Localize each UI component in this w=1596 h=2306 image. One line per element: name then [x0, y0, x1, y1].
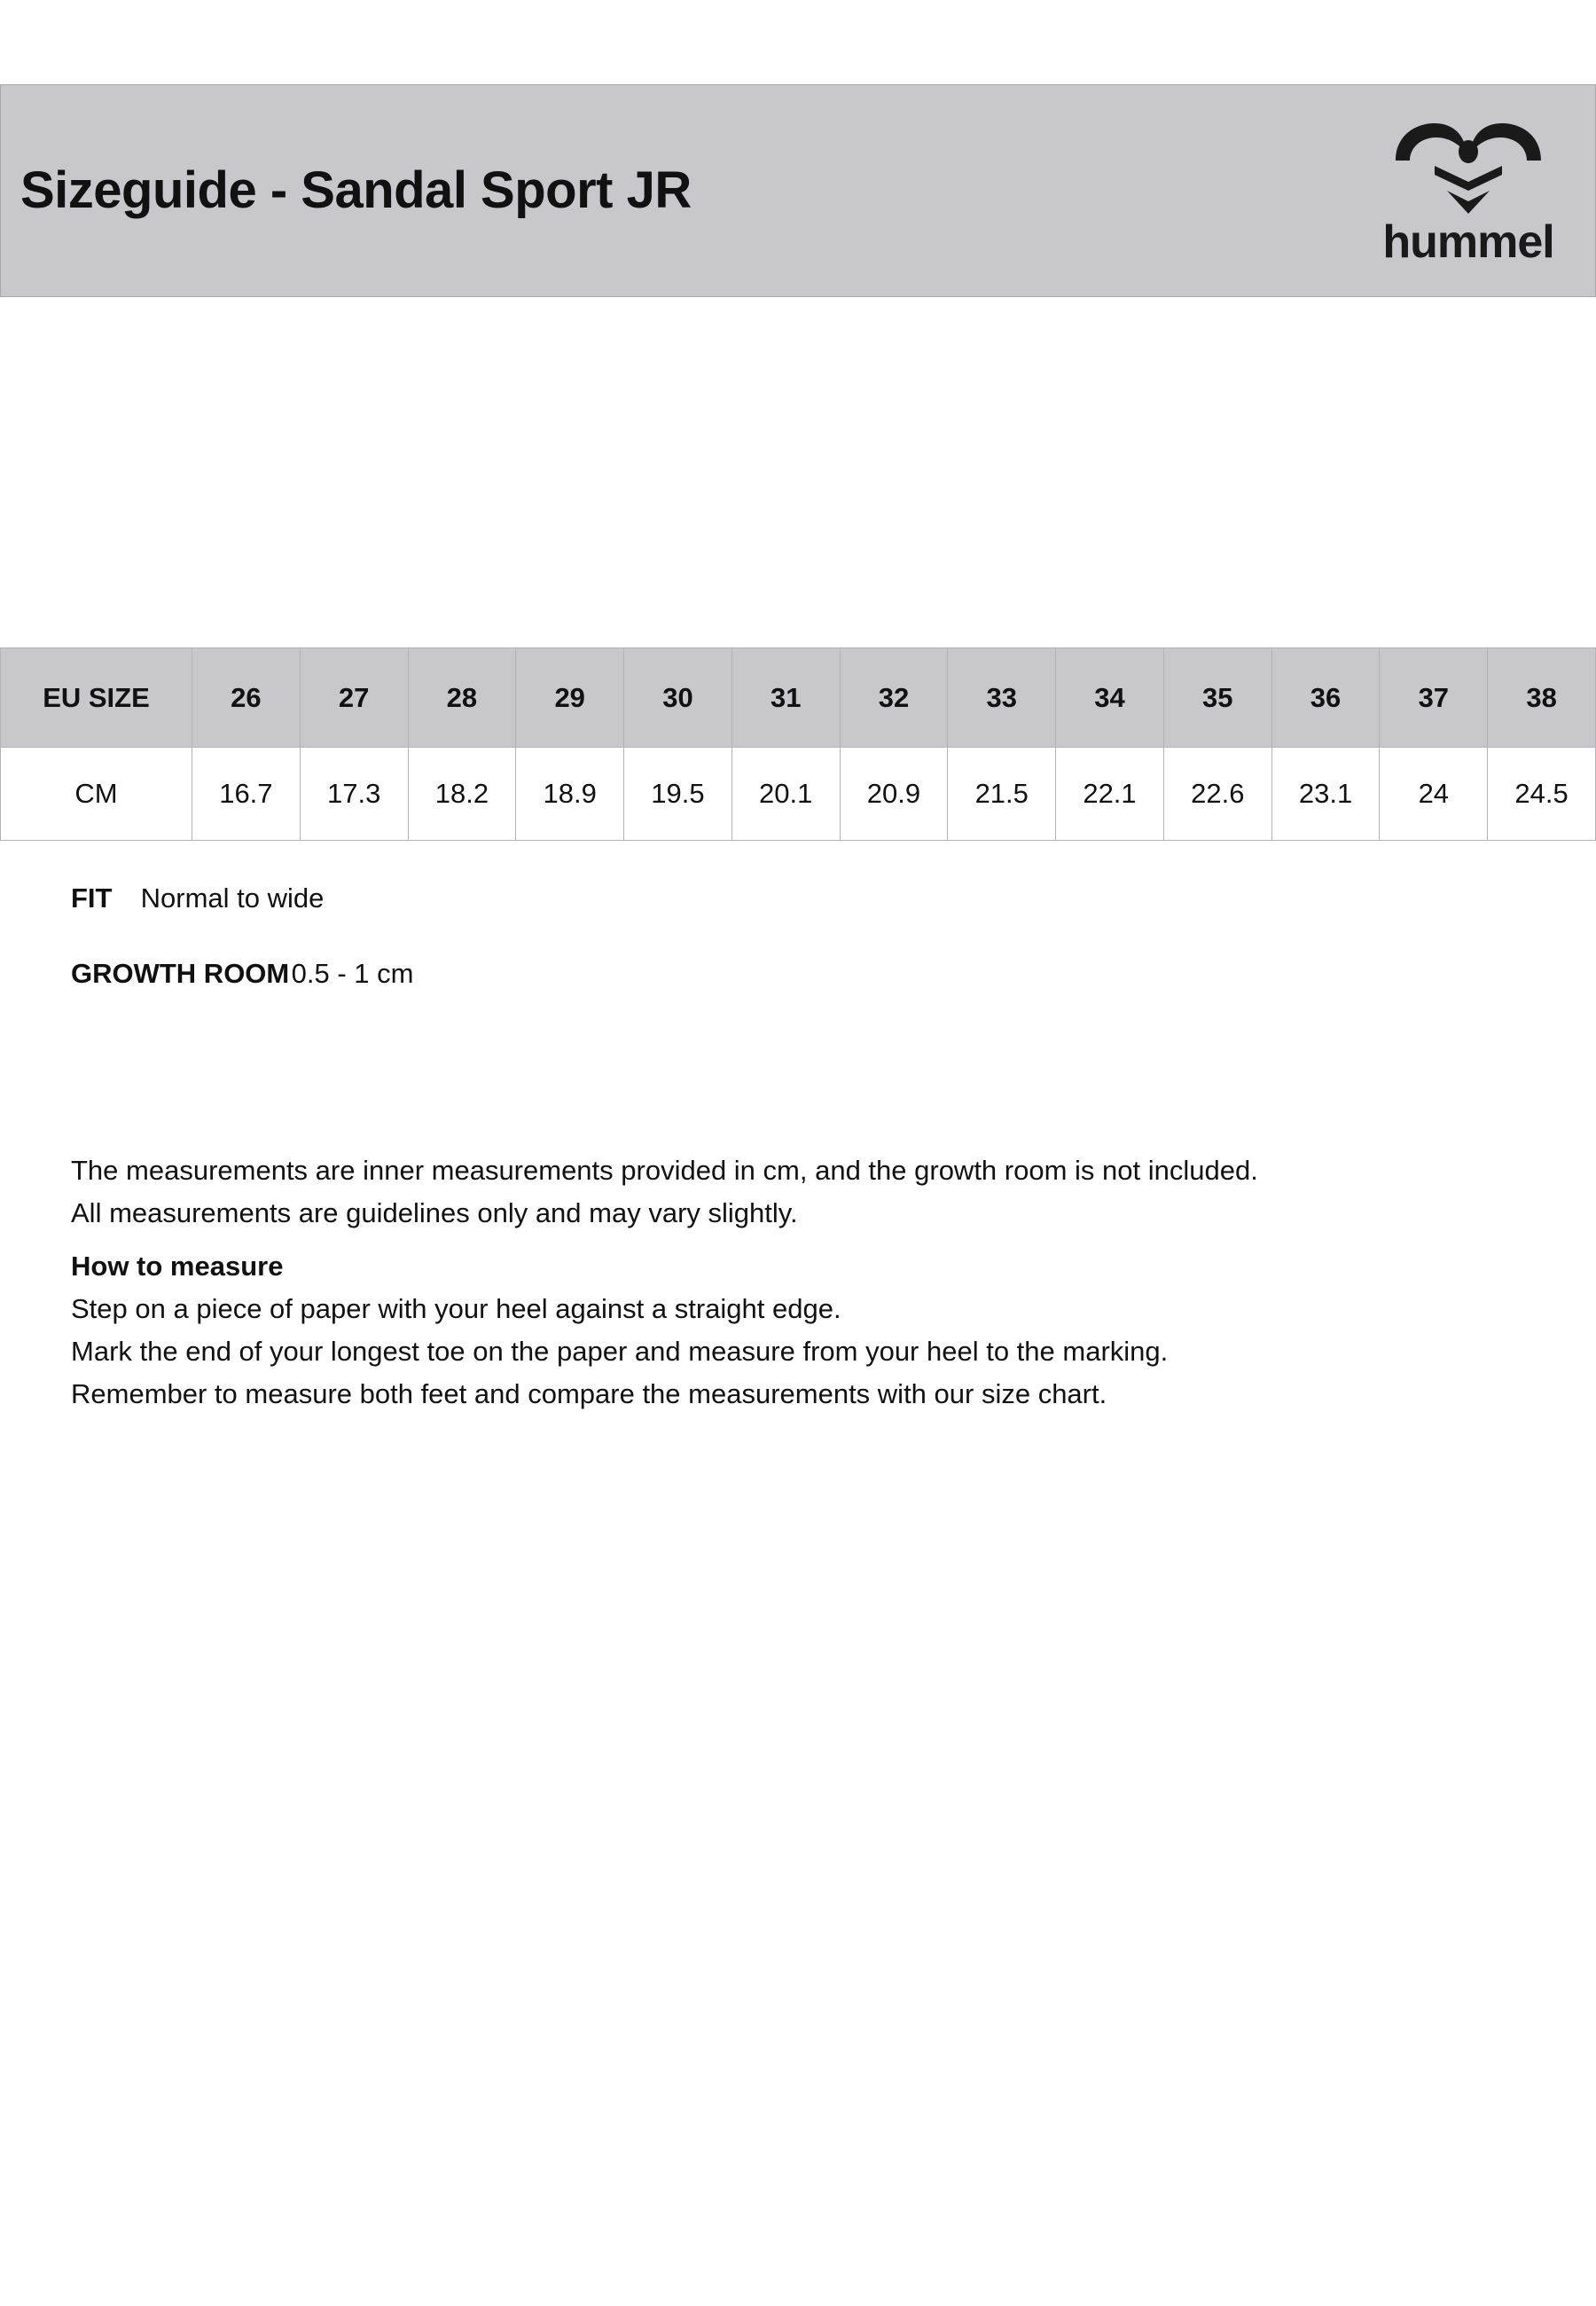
growth-room-value: 0.5 - 1 cm — [291, 958, 414, 989]
row-header-cm: CM — [1, 748, 192, 841]
cm-cell: 23.1 — [1271, 748, 1380, 841]
cm-cell: 22.1 — [1056, 748, 1164, 841]
eu-size-cell: 30 — [624, 648, 732, 748]
eu-size-cell: 28 — [408, 648, 516, 748]
size-table — [0, 647, 1596, 841]
growth-room-label: GROWTH ROOM — [71, 958, 290, 989]
cm-cell: 19.5 — [624, 748, 732, 841]
eu-size-cell: 37 — [1380, 648, 1488, 748]
cm-row — [1, 748, 1596, 841]
cm-cell: 18.2 — [408, 748, 516, 841]
row-header-eu-size: EU SIZE — [1, 648, 192, 748]
logo-wordmark: hummel — [1382, 216, 1554, 268]
cm-cell: 21.5 — [948, 748, 1056, 841]
cm-cell: 22.6 — [1163, 748, 1271, 841]
note-line: All measurements are guidelines only and may vary slightly. — [71, 1197, 798, 1228]
fit-value: Normal to wide — [140, 882, 325, 914]
note-line: The measurements are inner measurements provided in cm, and the growth room is not included. — [71, 1155, 1258, 1186]
eu-size-cell: 29 — [516, 648, 624, 748]
cm-cell: 24 — [1380, 748, 1488, 841]
how-to-step: Mark the end of your longest toe on the paper and measure from your heel to the marking. — [71, 1336, 1169, 1367]
how-to-step: Step on a piece of paper with your heel against a straight edge. — [71, 1293, 841, 1324]
eu-size-row — [1, 648, 1596, 748]
hummel-logo — [1380, 116, 1557, 269]
eu-size-cell: 35 — [1163, 648, 1271, 748]
cm-cell: 18.9 — [516, 748, 624, 841]
cm-cell: 20.1 — [732, 748, 840, 841]
eu-size-cell: 33 — [948, 648, 1056, 748]
fit-spec — [71, 882, 324, 914]
bee-logo-icon — [1380, 116, 1557, 216]
cm-cell: 16.7 — [192, 748, 301, 841]
eu-size-cell: 36 — [1271, 648, 1380, 748]
page-title: Sizeguide - Sandal Sport JR — [20, 161, 692, 219]
how-to-measure-heading: How to measure — [71, 1251, 284, 1282]
header-band — [0, 84, 1596, 297]
how-to-step: Remember to measure both feet and compare the measurements with our size chart. — [71, 1378, 1107, 1409]
cm-cell: 17.3 — [300, 748, 408, 841]
eu-size-cell: 34 — [1056, 648, 1164, 748]
eu-size-cell: 38 — [1488, 648, 1596, 748]
eu-size-cell: 27 — [300, 648, 408, 748]
measurement-notes — [71, 1149, 1525, 1416]
fit-label: FIT — [71, 882, 113, 914]
eu-size-cell: 26 — [192, 648, 301, 748]
eu-size-cell: 32 — [840, 648, 948, 748]
cm-cell: 24.5 — [1488, 748, 1596, 841]
cm-cell: 20.9 — [840, 748, 948, 841]
eu-size-cell: 31 — [732, 648, 840, 748]
growth-room-spec — [71, 958, 413, 990]
